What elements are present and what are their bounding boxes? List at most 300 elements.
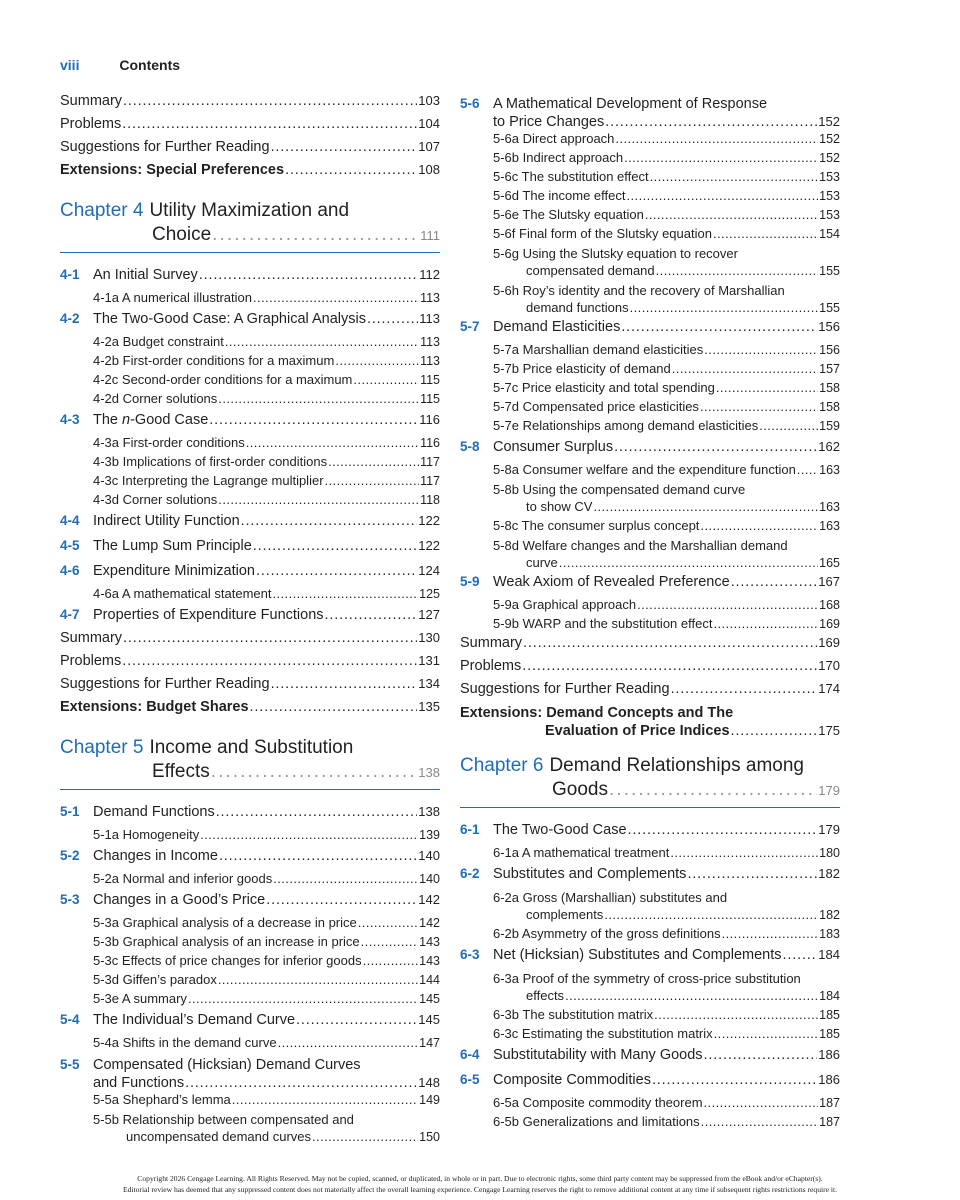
dot-leader [672,361,818,376]
page-ref: 169 [819,617,840,631]
footer-line-2: Editorial review has deemed that any suppressed content does not materially affect the overall learning experience. Cengage Learning reserves the right to remove additional content at any time if subsequent rights restrictions require it. [122,1185,838,1194]
page-ref: 153 [819,189,840,203]
entry-title: 5-6g Using the Slutsky equation to recover [493,246,738,261]
page-ref: 152 [819,151,840,165]
entry-title: 5-7c Price elasticity and total spending [493,380,715,395]
entry-title-cont: curve [526,555,558,570]
section-number: 6-4 [460,1047,480,1062]
page-ref: 130 [418,630,440,645]
entry-title: 5-3c Effects of price changes for inferior goods [93,953,362,968]
dot-leader [704,1095,819,1110]
dot-leader [358,915,418,930]
page-ref: 150 [419,1130,440,1144]
toc-section[interactable] [460,866,840,889]
page-ref: 162 [818,439,840,454]
toc-subsection[interactable] [460,597,840,616]
page-ref: 174 [818,681,840,696]
toc-subsection[interactable] [460,282,840,317]
dot-leader [199,267,418,283]
entry-title: The Two-Good Case [493,822,627,838]
toc-section[interactable] [460,1072,840,1095]
chapter-heading[interactable] [460,754,840,808]
dot-leader [628,822,818,838]
section-number: 5-4 [60,1012,80,1027]
dot-leader [713,616,818,631]
dot-leader [271,139,418,155]
toc-entry[interactable] [460,681,840,704]
toc-section[interactable] [60,892,440,915]
toc-subsection[interactable] [60,353,440,372]
page-ref: 103 [418,93,440,108]
toc-entry[interactable] [460,658,840,681]
page-number: viii [60,57,80,73]
section-number: 4-5 [60,538,80,553]
entry-title: Expenditure Minimization [93,563,255,579]
dot-leader [700,399,818,414]
toc-section[interactable] [460,947,840,970]
chapter-heading[interactable] [60,736,440,790]
toc-subsection[interactable] [60,492,440,511]
title-part: -Good Case [130,412,209,428]
footer-line-1: Copyright 2026 Cengage Learning. All Rights Reserved. May not be copied, scanned, or duplicated, in whole or in part. Due to electronic rights, some third party content may be suppressed from the eBook and/or eChapter(s). [137,1174,823,1183]
page-ref: 186 [818,1047,840,1062]
entry-title: Suggestions for Further Reading [60,676,270,692]
page-ref: 156 [818,319,840,334]
entry-title: 5-9a Graphical approach [493,597,637,612]
entry-title: 4-3d Corner solutions [93,492,218,507]
dot-leader [212,223,419,247]
toc-section[interactable] [60,607,440,630]
toc-subsection[interactable] [460,1114,840,1133]
toc-section[interactable] [460,574,840,597]
toc-subsection[interactable] [460,845,840,864]
dot-leader [565,987,818,1004]
dot-leader [218,492,419,507]
entry-title: Extensions: Special Preferences [60,162,285,178]
dot-leader [325,607,418,623]
dot-leader [122,116,417,132]
dot-leader [615,131,818,146]
section-line-2 [60,1074,440,1092]
toc-section[interactable] [460,439,840,462]
page-ref: 131 [418,653,440,668]
entry-title: 6-3a Proof of the symmetry of cross-price substitution [493,971,801,986]
page-ref: 167 [818,574,840,589]
copyright-footer [0,1173,960,1195]
dot-leader [278,1035,419,1050]
page-ref: 122 [418,513,440,528]
dot-leader [273,871,418,886]
dot-leader [328,454,419,469]
entry-title: 5-6c The substitution effect [493,169,649,184]
section-number: 5-6 [460,96,480,111]
entry-title-cont: Evaluation of Price Indices [545,723,730,739]
entry-title: 4-2c Second-order conditions for a maximum [93,372,353,387]
page-ref: 115 [420,392,440,406]
toc-subsection[interactable] [460,926,840,945]
toc-section[interactable] [60,1012,440,1035]
toc-section[interactable] [60,513,440,536]
toc-subsection[interactable] [460,1095,840,1114]
toc-subsection[interactable] [460,169,840,188]
dot-leader [701,1114,818,1129]
dot-leader [271,676,418,692]
toc-section[interactable] [60,267,440,290]
chapter-label: Chapter 6 [460,755,544,776]
subsection-line-2 [493,987,840,1005]
subsection-line-2 [93,1128,440,1146]
entry-title: 5-6e The Slutsky equation [493,207,644,222]
toc-subsection[interactable] [460,399,840,418]
dot-leader [209,412,418,428]
section-number: 4-6 [60,563,80,578]
dot-leader [123,93,417,109]
toc-subsection[interactable] [60,1035,440,1054]
toc-section[interactable] [60,412,440,435]
dot-leader [367,311,418,327]
toc-subsection[interactable] [60,991,440,1010]
page-ref: 183 [819,927,840,941]
entry-title: Suggestions for Further Reading [60,139,270,155]
section-number: 6-1 [460,822,480,837]
toc-subsection[interactable] [60,334,440,353]
toc-subsection[interactable] [460,188,840,207]
toc-subsection[interactable] [460,226,840,245]
chapter-title: Demand Relationships among [549,755,804,776]
toc-subsection[interactable] [460,1026,840,1045]
page-ref: 158 [819,400,840,414]
dot-leader [285,162,417,178]
toc-subsection[interactable] [60,391,440,410]
dot-leader [253,538,418,554]
toc-section[interactable] [60,563,440,586]
page-ref: 112 [419,267,440,282]
entry-title: 4-2b First-order conditions for a maximum [93,353,335,368]
page-ref: 140 [419,872,440,886]
toc-subsection[interactable] [460,537,840,572]
page-ref: 125 [419,587,440,601]
toc-section[interactable] [460,1047,840,1070]
entry-title: Summary [460,635,523,651]
dot-leader [218,972,418,987]
toc-subsection[interactable] [460,1007,840,1026]
dot-leader [200,827,418,842]
entry-title: 5-7e Relationships among demand elasticities [493,418,759,433]
page-ref: 187 [819,1096,840,1110]
toc-entry[interactable] [60,699,440,722]
page-ref: 142 [419,916,440,930]
entry-title: Summary [60,93,123,109]
subsection-line-2 [493,554,840,572]
page-ref: 124 [418,563,440,578]
section-number: 6-3 [460,947,480,962]
page-ref: 155 [819,301,840,315]
chapter-line-2 [60,760,440,785]
page-ref: 179 [818,783,840,798]
toc-section[interactable] [60,1056,440,1092]
dot-leader [266,892,417,908]
dot-leader [188,991,418,1006]
page-ref: 153 [819,170,840,184]
page-ref: 139 [419,828,440,842]
dot-leader [272,586,418,601]
toc-subsection[interactable] [460,616,840,635]
dot-leader [687,866,817,882]
toc-subsection[interactable] [460,970,840,1005]
subsection-line-2 [493,262,840,280]
dot-leader [630,299,819,316]
page-ref: 187 [819,1115,840,1129]
page-ref: 117 [420,455,440,469]
entry-title: 5-5b Relationship between compensated and [93,1112,354,1127]
entry-title: 4-3c Interpreting the Lagrange multiplier [93,473,324,488]
page-ref: 140 [418,848,440,863]
entry-title-cont: effects [526,988,565,1003]
page-ref: 108 [418,162,440,177]
running-title: Contents [119,57,181,73]
chapter-title-cont: Effects [152,761,210,782]
chapter-line-1 [60,736,440,760]
entry-title: 5-2a Normal and inferior goods [93,871,273,886]
toc-subsection[interactable] [460,418,840,437]
toc-entry[interactable] [60,630,440,653]
dot-leader [241,513,418,529]
toc-subsection[interactable] [60,454,440,473]
chapter-title-cont: Goods [552,779,608,800]
entry-title: An Initial Survey [93,267,198,283]
section-number: 4-7 [60,607,80,622]
entry-title: The Lump Sum Principle [93,538,252,554]
entry-title: Demand Elasticities [493,319,621,335]
toc-subsection[interactable] [460,342,840,361]
toc-subsection[interactable] [60,827,440,846]
dot-leader [722,926,819,941]
toc-subsection[interactable] [60,953,440,972]
entry-title: The Individual’s Demand Curve [93,1012,296,1028]
toc-entry[interactable] [60,139,440,162]
entry-title: Problems [60,116,122,132]
toc-subsection[interactable] [60,1092,440,1111]
entry-title: Changes in a Good’s Price [93,892,266,908]
toc-subsection[interactable] [60,871,440,890]
section-line-1 [60,1056,440,1074]
section-line-1 [460,95,840,113]
entry-title: 5-6a Direct approach [493,131,615,146]
entry-title: 5-6h Roy’s identity and the recovery of Marshallian [493,283,785,298]
page-ref: 113 [420,354,440,368]
toc-subsection[interactable] [60,915,440,934]
toc-subsection[interactable] [460,518,840,537]
toc-entry[interactable] [60,93,440,116]
dot-leader [253,290,419,305]
toc-entry[interactable] [60,676,440,699]
dot-leader [700,518,818,533]
dot-leader [614,439,817,455]
entry-title: Demand Functions [93,804,215,820]
dot-leader [225,334,419,349]
page-ref: 143 [419,954,440,968]
toc-subsection[interactable] [460,889,840,924]
page-ref: 165 [819,556,840,570]
section-number: 5-7 [460,319,480,334]
entry-title: 5-7a Marshallian demand elasticities [493,342,704,357]
dot-leader [559,554,818,571]
toc-subsection[interactable] [60,435,440,454]
toc-entry[interactable] [60,116,440,139]
dot-leader [593,498,818,515]
entry-title: 5-8a Consumer welfare and the expenditure function [493,462,796,477]
entry-title-cont: demand functions [526,300,629,315]
dot-leader [621,319,817,335]
entry-title: 6-1a A mathematical treatment [493,845,670,860]
dot-leader [522,658,817,674]
section-number: 5-5 [60,1057,80,1072]
chapter-title-cont: Choice [152,224,212,245]
subsection-line-2 [493,299,840,317]
title-part: The [93,412,123,428]
entry-title: 6-2a Gross (Marshallian) substitutes and [493,890,728,905]
dot-leader [218,391,419,406]
toc-subsection[interactable] [60,290,440,309]
entry-title: 5-5a Shephard’s lemma [93,1092,231,1107]
dot-leader [122,653,417,669]
entry-title: Extensions: Demand Concepts and The [460,705,734,721]
dot-leader [256,563,417,579]
toc-subsection[interactable] [460,245,840,280]
entry-title: 5-8d Welfare changes and the Marshallian demand [493,538,788,553]
page-ref: 107 [418,139,440,154]
entry-title-cont: uncompensated demand curves [126,1129,312,1144]
dot-leader [605,113,817,131]
toc-section[interactable] [460,822,840,845]
entry-title: Extensions: Budget Shares [60,699,249,715]
chapter-heading[interactable] [60,199,440,253]
toc-subsection[interactable] [460,462,840,481]
page-ref: 184 [819,989,840,1003]
page-ref: 149 [419,1093,440,1107]
dot-leader [704,1047,818,1063]
page-ref: 111 [420,228,440,243]
toc-entry[interactable] [460,635,840,658]
toc-entry[interactable] [60,653,440,676]
dot-leader [219,848,417,864]
toc-subsection[interactable] [60,586,440,605]
toc-subsection[interactable] [460,150,840,169]
page-ref: 115 [420,373,440,387]
toc-entry[interactable] [60,162,440,185]
toc-subsection[interactable] [460,380,840,399]
toc-section[interactable] [60,804,440,827]
entry-title: 5-7d Compensated price elasticities [493,399,699,414]
toc-subsection[interactable] [460,207,840,226]
entry-title: Problems [60,653,122,669]
dot-leader [797,462,818,477]
entry-title-cont: to show CV [526,499,593,514]
entry-title: 4-2d Corner solutions [93,391,218,406]
toc-section[interactable] [60,538,440,561]
page-ref: 163 [819,519,840,533]
toc-subsection[interactable] [60,1111,440,1146]
chapter-title: Income and Substitution [149,737,354,758]
dot-leader [296,1012,417,1028]
page-ref: 168 [819,598,840,612]
page-ref: 153 [819,208,840,222]
entry-title: Substitutability with Many Goods [493,1047,703,1063]
chapter-label: Chapter 5 [60,737,144,758]
toc-subsection[interactable] [460,131,840,150]
dot-leader [656,262,818,279]
toc-section[interactable] [60,848,440,871]
dot-leader [232,1092,418,1107]
chapter-line-1 [460,754,840,778]
dot-leader [353,372,419,387]
section-number: 4-4 [60,513,80,528]
chapter-label: Chapter 4 [60,200,144,221]
entry-title: 4-6a A mathematical statement [93,586,272,601]
entry-title: 5-6b Indirect approach [493,150,624,165]
entry-title-cont: compensated demand [526,263,655,278]
dot-leader [325,473,420,488]
page-ref: 116 [420,436,440,450]
toc-right-column [460,93,840,1133]
subsection-line-2 [493,498,840,516]
toc-subsection[interactable] [60,972,440,991]
toc-section[interactable] [60,311,440,334]
dot-leader [609,778,817,802]
entry-title: 6-5b Generalizations and limitations [493,1114,700,1129]
dot-leader [731,722,818,740]
page-ref: 155 [819,264,840,278]
page-ref: 104 [418,116,440,131]
page-ref: 182 [818,866,840,881]
dot-leader [185,1074,417,1092]
toc-section[interactable] [460,95,840,131]
entry-title: 4-3b Implications of first-order conditions [93,454,328,469]
toc-subsection[interactable] [60,934,440,953]
page-ref: 159 [819,419,840,433]
page-ref: 156 [819,343,840,357]
section-number: 5-3 [60,892,80,907]
toc-subsection[interactable] [60,372,440,391]
page-ref: 135 [418,699,440,714]
page-ref: 134 [418,676,440,691]
entry-title-cont: complements [526,907,604,922]
toc-subsection[interactable] [460,361,840,380]
section-number: 5-8 [460,439,480,454]
dot-leader [361,934,419,949]
entry-title: 5-1a Homogeneity [93,827,200,842]
entry-title: 5-6d The income effect [493,188,626,203]
toc-section[interactable] [460,319,840,342]
page-ref: 157 [819,362,840,376]
toc-entry[interactable] [460,704,840,740]
entry-title: Properties of Expenditure Functions [93,607,324,623]
dot-leader [783,947,818,963]
entry-title: Composite Commodities [493,1072,651,1088]
dot-leader [335,353,419,368]
dot-leader [637,597,818,612]
entry-title: 5-4a Shifts in the demand curve [93,1035,277,1050]
section-number: 4-2 [60,311,80,326]
toc-subsection[interactable] [460,481,840,516]
dot-leader [250,699,418,715]
section-number: 5-1 [60,804,80,819]
page-ref: 163 [819,463,840,477]
page-ref: 113 [420,291,440,305]
dot-leader [312,1128,418,1145]
toc-subsection[interactable] [60,473,440,492]
page-ref: 186 [818,1072,840,1087]
